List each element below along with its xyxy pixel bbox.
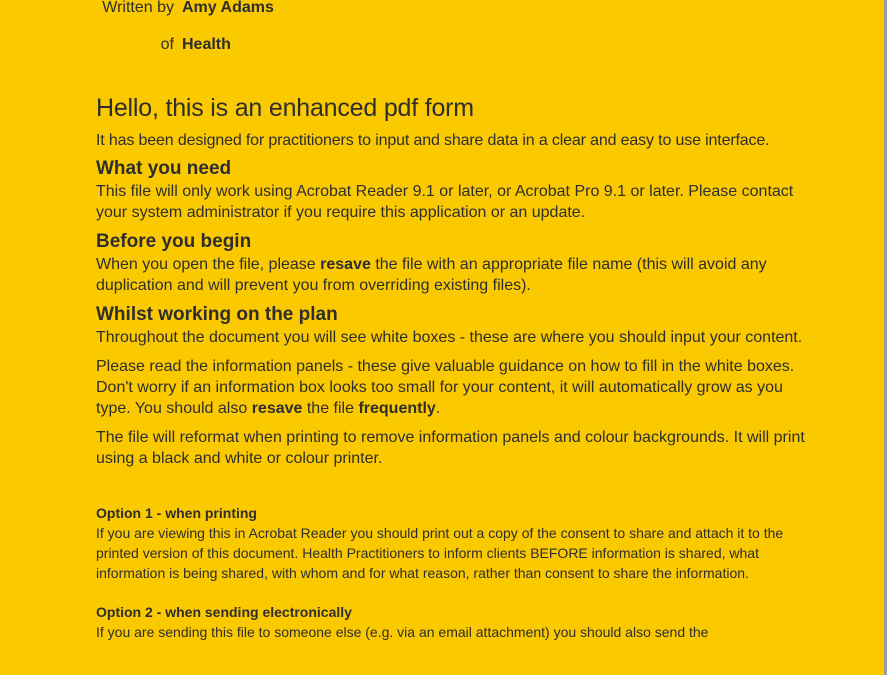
whilst-working-para-1: Throughout the document you will see white boxes - these are where you should input your content. [96,329,803,346]
option-1-text: If you are viewing this in Acrobat Reader you should print out a copy of the consent to share and attach it to the printed version of this document. Health Practitioners to inform clients BEFORE information is shared, what information is being shared, with whom and for what reason, rather than consent to share the information. [96,525,784,581]
document-content [96,92,818,642]
what-you-need-text: This file will only work using Acrobat Reader 9.1 or later, or Acrobat Pro 9.1 or later. Please contact your system administrator if you require this application or an update. [96,183,794,221]
page-title: Hello, this is an enhanced pdf form [96,94,474,122]
whilst-working-heading: Whilst working on the plan [96,304,338,325]
what-you-need-heading: What you need [96,158,232,179]
para-2-text-1: Please read the information panels - these give valuable guidance on how to fill in the white boxes. Don't worry if an information box looks too small for your content, it will automatically grow as you type. You should also [96,358,795,417]
before-text-part-1: When you open the file, please [96,256,321,273]
before-bold-resave: resave [320,256,371,273]
intro-text: It has been designed for practitioners to input and share data in a clear and easy to use interface. [96,132,770,149]
organisation-row [95,35,231,55]
before-you-begin-text [96,254,818,296]
para-2-text-3: . [435,400,441,417]
before-text-part-2: the file with an appropriate file name (this will avoid any duplication and will prevent you from overriding existing files). [96,256,767,294]
organisation-label: of [160,36,174,53]
option-2-section [96,602,818,642]
option-1-title: Option 1 - when printing [96,505,257,521]
author-value: Amy Adams [182,0,274,16]
option-2-title: Option 2 - when sending electronically [96,604,352,620]
organisation-value: Health [182,36,231,53]
para-2-bold-frequently: frequently [358,400,436,417]
option-1-section [96,503,818,583]
whilst-working-para-3: The file will reformat when printing to remove information panels and colour backgrounds. It will print using a black and white or colour printer. [96,429,805,467]
whilst-working-para-2 [96,356,818,419]
before-you-begin-heading: Before you begin [96,231,252,252]
author-row [95,0,274,18]
option-2-text: If you are sending this file to someone else (e.g. via an email attachment) you should also send the [96,624,709,640]
para-2-bold-resave: resave [251,400,303,417]
para-2-text-2: the file [302,400,359,417]
author-label: Written by [102,0,174,16]
